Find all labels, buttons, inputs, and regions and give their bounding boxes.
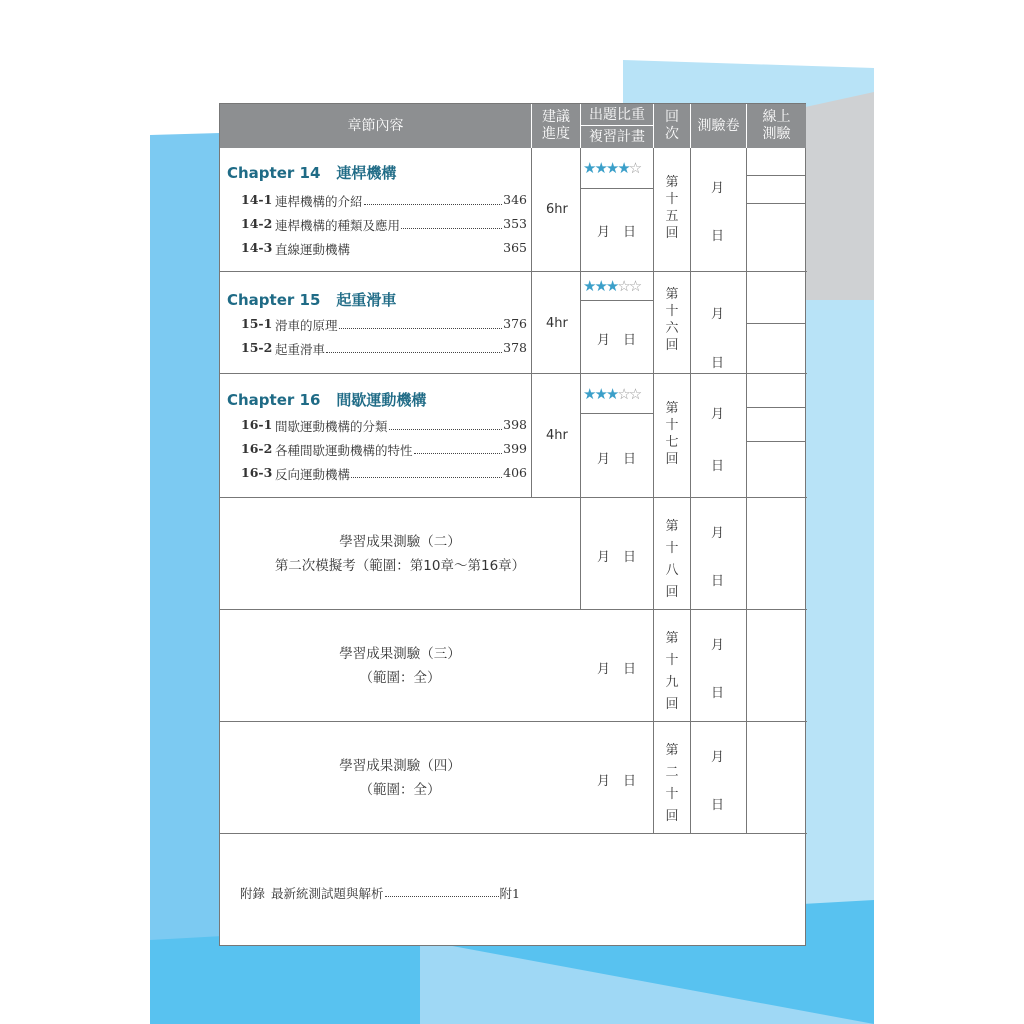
section-page: 353	[503, 216, 527, 231]
header-plan-label: 複習計畫	[589, 128, 645, 145]
leader-dots	[401, 216, 502, 229]
leader-dots	[351, 240, 502, 253]
header-pace	[532, 104, 580, 148]
header-pace-line1: 建議	[542, 109, 570, 125]
leader-dots	[326, 340, 502, 353]
appendix-label: 附錄	[240, 886, 266, 901]
star-empty-icon: ☆☆	[617, 385, 641, 403]
header-round-line1: 回	[665, 109, 679, 125]
round-number	[662, 286, 682, 354]
section-page: 378	[503, 340, 527, 355]
round-char: 回	[665, 226, 679, 241]
cell-border	[747, 407, 806, 408]
section-page: 376	[503, 316, 527, 331]
round-number	[662, 516, 682, 604]
header-test	[691, 104, 746, 148]
header-round	[654, 104, 690, 148]
test-day: 日	[711, 574, 725, 589]
section-title: 起重滑車	[275, 342, 326, 357]
header-sep	[580, 104, 581, 148]
header-content	[220, 104, 531, 148]
test-day: 日	[711, 686, 725, 701]
leader-dots	[414, 441, 503, 454]
chapter-name: 起重滑車	[336, 291, 397, 309]
section-number: 16-3	[241, 465, 273, 480]
section-row	[241, 465, 527, 483]
col-border	[580, 148, 581, 609]
round-char: 回	[665, 585, 679, 600]
test-day: 日	[711, 356, 725, 371]
chapter-hours: 4hr	[546, 428, 568, 443]
header-plan	[581, 126, 653, 148]
section-number: 15-1	[241, 316, 273, 331]
row-border	[220, 833, 807, 834]
header-sep	[653, 104, 654, 148]
header-pace-line2: 進度	[542, 126, 570, 142]
leader-dots	[339, 316, 503, 329]
cell-border	[747, 175, 806, 176]
section-page: 365	[503, 240, 527, 255]
chapter-15-heading	[227, 289, 396, 310]
round-char: 十	[665, 787, 679, 802]
star-empty-icon: ☆☆	[617, 277, 641, 295]
test-day: 日	[711, 459, 725, 474]
header-content-label: 章節內容	[347, 117, 404, 134]
row-border	[220, 721, 807, 722]
section-title: 各種間歇運動機構的特性	[275, 443, 413, 458]
round-char: 第	[665, 743, 679, 758]
test-month: 月	[711, 307, 725, 322]
round-char: 九	[665, 675, 679, 690]
exam-range: （範圍：全）	[359, 670, 441, 686]
section-title: 直線運動機構	[275, 242, 351, 257]
round-char: 回	[665, 338, 679, 353]
round-number	[662, 740, 682, 828]
test-day: 日	[711, 229, 725, 244]
exam-range: 第二次模擬考（範圍：第10章～第16章）	[274, 558, 526, 574]
round-number	[662, 174, 682, 242]
leader-dots	[364, 192, 503, 205]
section-page: 346	[503, 192, 527, 207]
chapter-name: 間歇運動機構	[336, 391, 427, 409]
header-online	[747, 104, 806, 148]
review-date: 月 日	[597, 333, 637, 348]
round-char: 五	[665, 209, 679, 224]
header-sep	[581, 125, 653, 126]
appendix-row	[240, 884, 520, 902]
header-weight	[581, 104, 653, 126]
round-number	[662, 628, 682, 716]
weight-stars	[583, 385, 640, 403]
cell-border	[581, 300, 653, 301]
round-char: 第	[665, 631, 679, 646]
round-char: 十	[665, 653, 679, 668]
section-page: 399	[503, 441, 527, 456]
round-char: 回	[665, 809, 679, 824]
row-border	[220, 609, 807, 610]
appendix-title: 最新統測試題與解析	[271, 886, 384, 901]
review-date: 月 日	[597, 662, 637, 677]
chapter-title: Chapter 14	[227, 164, 321, 182]
round-char: 第	[665, 287, 679, 302]
chapter-title: Chapter 15	[227, 291, 321, 309]
round-char: 八	[665, 563, 679, 578]
section-title: 連桿機構的介紹	[275, 194, 363, 209]
leader-dots	[385, 884, 499, 897]
section-number: 14-2	[241, 216, 273, 231]
header-round-line2: 次	[665, 126, 679, 142]
round-char: 第	[665, 401, 679, 416]
section-title: 間歇運動機構的分類	[275, 419, 388, 434]
review-date: 月 日	[597, 225, 637, 240]
star-empty-icon: ☆	[628, 159, 641, 177]
chapter-hours: 4hr	[546, 316, 568, 331]
round-char: 回	[665, 697, 679, 712]
header-online-line2: 測驗	[762, 126, 791, 142]
section-title: 滑車的原理	[275, 318, 338, 333]
exam-title: 學習成果測驗（三）	[339, 646, 461, 662]
section-number: 14-3	[241, 240, 273, 255]
section-row	[241, 316, 527, 334]
chapter-name: 連桿機構	[336, 164, 397, 182]
round-number	[662, 400, 682, 468]
weight-stars	[583, 277, 640, 295]
exam-range: （範圍：全）	[359, 782, 441, 798]
header-sep	[531, 104, 532, 148]
exam-description	[220, 530, 580, 578]
round-char: 十	[665, 541, 679, 556]
test-month: 月	[711, 181, 725, 196]
chapter-16-heading	[227, 389, 426, 410]
round-char: 十	[665, 192, 679, 207]
col-border	[531, 148, 532, 497]
test-month: 月	[711, 526, 725, 541]
review-date: 月 日	[597, 774, 637, 789]
header-sep	[746, 104, 747, 148]
chapter-14-heading	[227, 162, 396, 183]
exam-description	[220, 642, 580, 690]
cell-border	[747, 441, 806, 442]
round-char: 六	[665, 321, 679, 336]
exam-title: 學習成果測驗（二）	[339, 534, 461, 550]
section-row	[241, 216, 527, 234]
cell-border	[581, 188, 653, 189]
round-char: 十	[665, 304, 679, 319]
row-border	[220, 373, 807, 374]
section-page: 398	[503, 417, 527, 432]
test-month: 月	[711, 407, 725, 422]
study-plan-table	[219, 103, 806, 946]
section-row	[241, 441, 527, 459]
round-char: 第	[665, 175, 679, 190]
appendix-page: 附1	[499, 886, 520, 901]
cell-border	[581, 413, 653, 414]
section-row	[241, 192, 527, 210]
header-weight-label: 出題比重	[589, 106, 645, 123]
review-date: 月 日	[597, 550, 637, 565]
section-row	[241, 240, 527, 258]
test-day: 日	[711, 798, 725, 813]
col-border	[690, 148, 691, 833]
section-number: 14-1	[241, 192, 273, 207]
test-month: 月	[711, 638, 725, 653]
col-border	[746, 148, 747, 833]
round-char: 十	[665, 418, 679, 433]
exam-title: 學習成果測驗（四）	[339, 758, 461, 774]
section-page: 406	[503, 465, 527, 480]
section-title: 反向運動機構	[275, 467, 351, 482]
round-char: 回	[665, 452, 679, 467]
section-number: 16-1	[241, 417, 273, 432]
row-border	[220, 497, 807, 498]
star-filled-icon: ★★★★	[583, 159, 629, 177]
section-title: 連桿機構的種類及應用	[275, 218, 401, 233]
header-sep	[690, 104, 691, 148]
section-number: 15-2	[241, 340, 273, 355]
review-date: 月 日	[597, 452, 637, 467]
leader-dots	[389, 417, 503, 430]
section-number: 16-2	[241, 441, 273, 456]
chapter-title: Chapter 16	[227, 391, 321, 409]
star-filled-icon: ★★★	[583, 277, 618, 295]
weight-stars	[583, 159, 640, 177]
section-row	[241, 417, 527, 435]
chapter-hours: 6hr	[546, 202, 568, 217]
header-test-label: 測驗卷	[697, 117, 740, 134]
col-border	[653, 148, 654, 833]
star-filled-icon: ★★★	[583, 385, 618, 403]
leader-dots	[351, 465, 502, 478]
round-char: 七	[665, 435, 679, 450]
round-char: 第	[665, 519, 679, 534]
cell-border	[747, 203, 806, 204]
section-row	[241, 340, 527, 358]
row-border	[220, 271, 807, 272]
test-month: 月	[711, 750, 725, 765]
header-online-line1: 線上	[762, 109, 791, 125]
round-char: 二	[665, 765, 679, 780]
exam-description	[220, 754, 580, 802]
cell-border	[747, 323, 806, 324]
